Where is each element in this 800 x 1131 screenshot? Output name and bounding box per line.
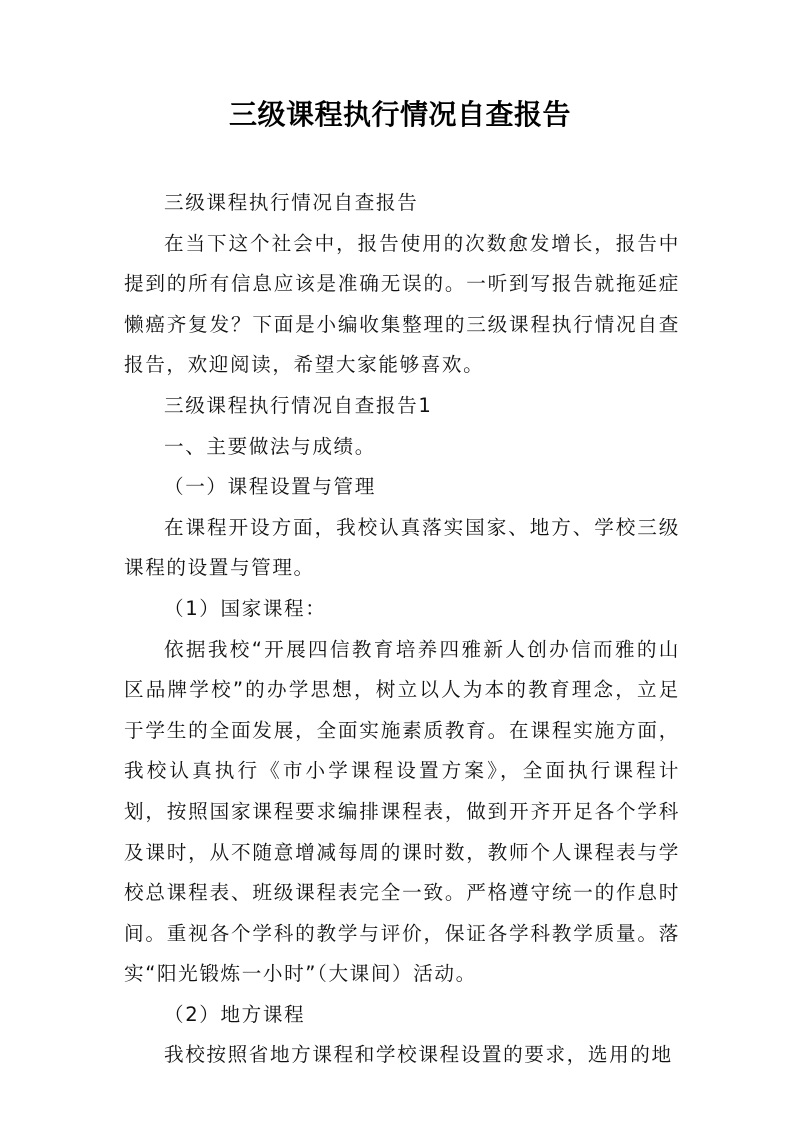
paragraph-subtitle: 三级课程执行情况自查报告	[164, 191, 419, 214]
document-title: 三级课程执行情况自查报告	[228, 98, 571, 131]
paragraph-course-setup: 在课程开设方面，我校认真落实国家、地方、学校三级课程的设置与管理。	[124, 515, 680, 580]
paragraph-national-course-heading: （1）国家课程：	[164, 596, 327, 620]
paragraph-local-course-heading: （2）地方课程	[164, 1002, 306, 1026]
paragraph-intro: 在当下这个社会中，报告使用的次数愈发增长，报告中提到的所有信息应该是准确无误的。一听到写报告就拖延症懒癌齐复发？下面是小编收集整理的三级课程执行情况自查报告，欢迎阅读，希望大家能够喜欢。	[124, 231, 680, 377]
document-body	[124, 183, 680, 1076]
paragraph-report-heading: 三级课程执行情况自查报告1	[164, 393, 433, 417]
paragraph-section-heading: 一、主要做法与成绩。	[164, 434, 376, 458]
paragraph-local-course: 我校按照省地方课程和学校课程设置的要求，选用的地	[164, 1043, 673, 1067]
paragraph-national-course: 依据我校“开展四信教育培养四雅新人创办信而雅的山区品牌学校”的办学思想，树立以人为本的教育理念，立足于学生的全面发展，全面实施素质教育。在课程实施方面，我校认真执行《市小学课程设置方案》，全面执行课程计划，按照国家课程要求编排课程表，做到开齐开足各个学科及课时，从不随意增减每周的课时数，教师个人课程表与学校总课程表、班级课程表完全一致。严格遵守统一的作息时间。重视各个学科的教学与评价，保证各学科教学质量。落实“阳光锻炼一小时”（大课间）活动。	[124, 637, 680, 986]
paragraph-subsection-heading: （一）课程设置与管理	[164, 475, 376, 499]
